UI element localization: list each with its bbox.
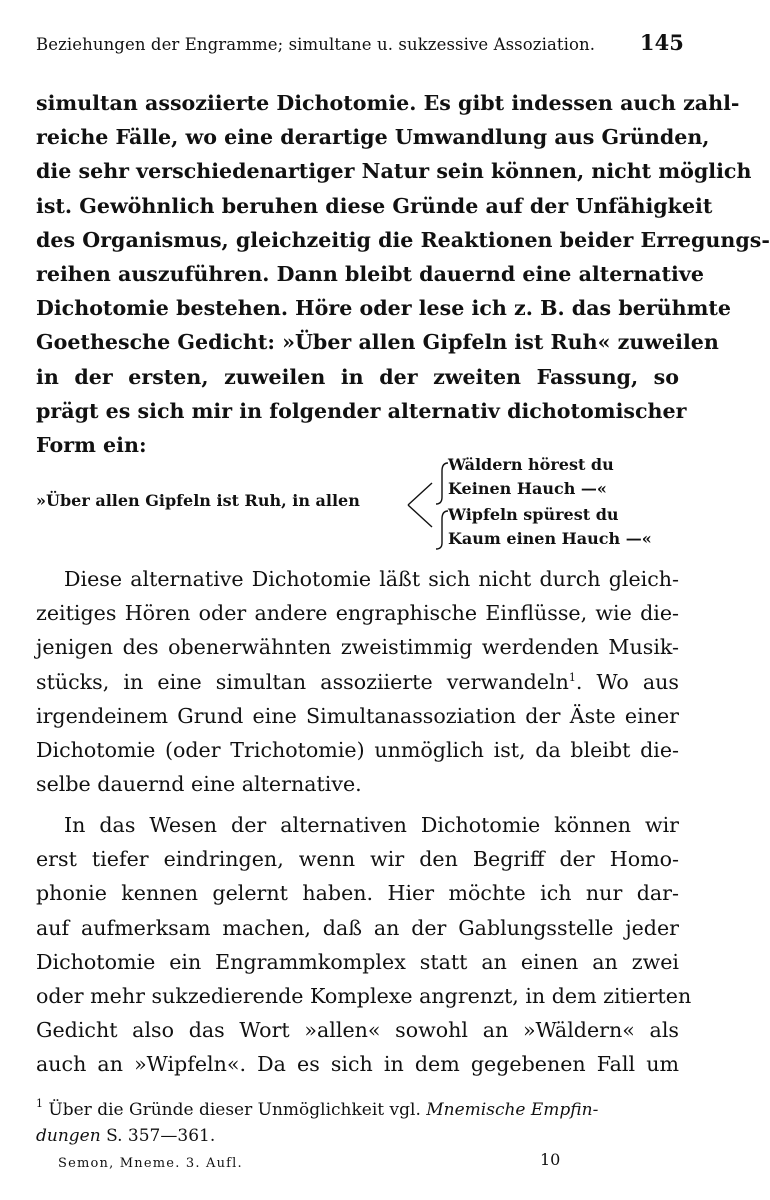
text-line: des Organismus, gleichzeitig die Reaktionen beider Erregungs- bbox=[36, 227, 770, 252]
paragraph-3 bbox=[36, 808, 692, 1082]
footnote-cited-title: Mnemische Empfin- bbox=[426, 1100, 599, 1120]
text-line: Diese alternative Dichotomie läßt sich nicht durch gleich- bbox=[64, 567, 679, 591]
text-line: in der ersten, zuweilen in der zweiten Fassung, so bbox=[36, 364, 679, 389]
paragraph-1 bbox=[36, 86, 770, 462]
footnote-pages: S. 357—361. bbox=[106, 1126, 216, 1146]
text-line: In das Wesen der alternativen Dichotomie können wir bbox=[64, 813, 679, 837]
text-line: auf aufmerksam machen, daß an der Gablungsstelle jeder bbox=[36, 915, 679, 940]
footnote-marker: 1 bbox=[36, 1097, 43, 1110]
page-number: 145 bbox=[639, 30, 684, 55]
poem-dichotomy-diagram bbox=[36, 455, 679, 555]
text-line: zeitiges Hören oder andere engraphische Einflüsse, wie die- bbox=[36, 601, 679, 626]
footnote-marker: 1 bbox=[568, 670, 576, 684]
lower-branch-line: Wipfeln spürest du bbox=[448, 505, 619, 524]
upper-branch-line: Wäldern hörest du bbox=[448, 455, 614, 474]
text-line: Dichotomie (oder Trichotomie) unmöglich ist, da bleibt die- bbox=[36, 737, 679, 762]
sheet-number: 10 bbox=[540, 1150, 561, 1169]
footnote-cited-title: dungen bbox=[36, 1126, 101, 1146]
footnote-line bbox=[36, 1097, 679, 1123]
text-fragment: stücks, in eine simultan assoziierte verwandeln bbox=[36, 669, 569, 694]
text-line: simultan assoziierte Dichotomie. Es gibt indessen auch zahl- bbox=[36, 91, 740, 115]
text-line: selbe dauernd eine alternative. bbox=[36, 772, 362, 797]
text-line: irgendeinem Grund eine Simultanassoziation der Äste einer bbox=[36, 703, 679, 728]
text-line: ist. Gewöhnlich beruhen diese Gründe auf der Unfähigkeit bbox=[36, 193, 713, 218]
footnote-text: Über die Gründe dieser Unmöglichkeit vgl. bbox=[48, 1100, 421, 1120]
poem-lead-text: »Über allen Gipfeln ist Ruh, in allen bbox=[36, 491, 360, 510]
text-line: erst tiefer eindringen, wenn wir den Begriff der Homo- bbox=[36, 847, 679, 872]
text-line: Dichotomie ein Engrammkomplex statt an einen an zwei bbox=[36, 949, 679, 974]
lower-branch-line: Kaum einen Hauch —« bbox=[448, 529, 652, 548]
text-line: reihen auszuführen. Dann bleibt dauernd eine alternative bbox=[36, 261, 704, 286]
text-line: prägt es sich mir in folgender alternativ dichotomischer bbox=[36, 398, 687, 423]
upper-branch-line: Keinen Hauch —« bbox=[448, 479, 607, 498]
text-line: die sehr verschiedenartiger Natur sein können, nicht möglich bbox=[36, 159, 752, 184]
paragraph-2 bbox=[36, 562, 679, 801]
running-head-title: Beziehungen der Engramme; simultane u. sukzessive Assoziation. bbox=[36, 35, 596, 54]
text-line: Goethesche Gedicht: »Über allen Gipfeln ist Ruh« zuweilen bbox=[36, 330, 719, 355]
text-line: oder mehr sukzedierende Komplexe angrenzt, in dem zitierten bbox=[36, 983, 692, 1008]
text-line: jenigen des obenerwähnten zweistimmig werdenden Musik- bbox=[36, 635, 679, 660]
text-line: Gedicht also das Wort »allen« sowohl an »Wäldern« als bbox=[36, 1018, 679, 1043]
footnote-line bbox=[36, 1123, 679, 1149]
text-line: auch an »Wipfeln«. Da es sich in dem gegebenen Fall um bbox=[36, 1052, 679, 1077]
text-line: reiche Fälle, wo eine derartige Umwandlung aus Gründen, bbox=[36, 125, 710, 150]
text-line: Form ein: bbox=[36, 432, 147, 457]
text-fragment: . Wo aus bbox=[575, 669, 679, 694]
text-line: Dichotomie bestehen. Höre oder lese ich z. B. das berühmte bbox=[36, 296, 732, 321]
text-line: phonie kennen gelernt haben. Hier möchte ich nur dar- bbox=[36, 881, 679, 906]
printer-signature: Semon, Mneme. 3. Aufl. bbox=[58, 1156, 243, 1171]
text-line-with-footnote bbox=[36, 665, 679, 699]
footnote bbox=[36, 1097, 679, 1149]
running-head bbox=[36, 30, 684, 60]
